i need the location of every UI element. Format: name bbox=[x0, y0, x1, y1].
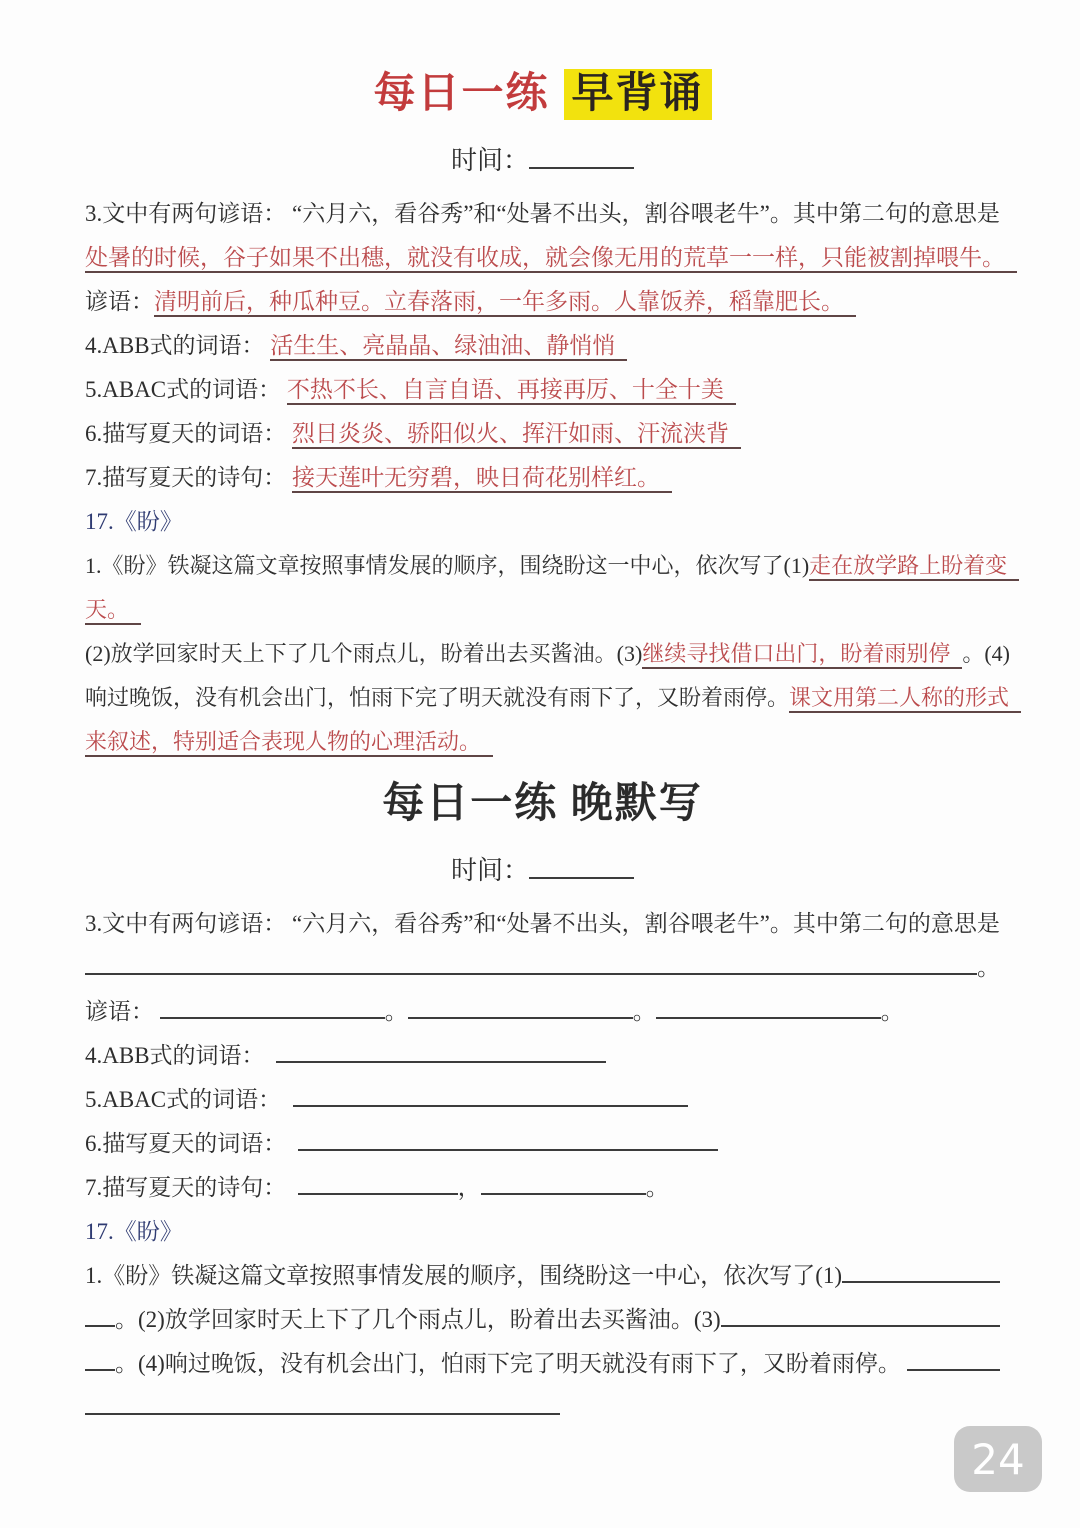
evening-q3-answer-blank bbox=[85, 952, 977, 975]
evening-q7-line bbox=[85, 1166, 1000, 1210]
evening-q5-line bbox=[85, 1078, 1000, 1122]
evening-q3-period: 。 bbox=[977, 955, 1000, 980]
evening-pan-l2-stub-blank bbox=[85, 1304, 115, 1327]
morning-q6-answer: 烈日炎炎、骄阳似火、挥汗如雨、汗流浃背 bbox=[292, 421, 741, 449]
evening-pan-l3-stub-period: 。 bbox=[115, 1351, 138, 1376]
morning-title-main: 每日一练 bbox=[373, 71, 550, 117]
evening-q7-label: 7.描写夏天的诗句： bbox=[85, 1175, 287, 1200]
evening-q3-answer-line bbox=[85, 946, 1000, 990]
morning-pan-line-1 bbox=[85, 544, 1008, 588]
morning-pan-l3-tail: 。(4) bbox=[962, 641, 1010, 666]
morning-pan-line-2 bbox=[85, 588, 1000, 632]
evening-pan-l2-text: (2)放学回家时天上下了几个雨点儿，盼着出去买酱油。(3) bbox=[138, 1307, 721, 1332]
evening-pan-l3-text: (4)响过晚饭，没有机会出门，怕雨下完了明天就没有雨下了，又盼着雨停。 bbox=[138, 1351, 901, 1376]
evening-q3-prompt-line bbox=[85, 902, 1000, 946]
morning-q5-line bbox=[85, 368, 1000, 412]
morning-pan-l1-red: 走在放学路上盼着变 bbox=[809, 553, 1019, 581]
morning-time-row bbox=[85, 142, 1000, 180]
evening-proverb-line bbox=[85, 990, 1000, 1034]
morning-time-label: 时间： bbox=[450, 146, 529, 175]
page-number-badge: 24 bbox=[954, 1426, 1042, 1492]
morning-q6-label: 6.描写夏天的词语： bbox=[85, 421, 287, 446]
morning-q7-answer: 接天莲叶无穷碧，映日荷花别样红。 bbox=[292, 465, 672, 493]
evening-proverb-period-2: 。 bbox=[632, 999, 656, 1024]
morning-q4-line bbox=[85, 324, 1000, 368]
evening-q4-blank bbox=[276, 1040, 606, 1063]
evening-q5-label: 5.ABAC式的词语： bbox=[85, 1087, 282, 1112]
morning-pan-line-4 bbox=[85, 676, 1010, 720]
morning-q3-prompt: 3.文中有两句谚语： “六月六，看谷秀”和“处暑不出头，割谷喂老牛”。其中第二句的意思是 bbox=[85, 201, 1000, 226]
morning-pan-line-3 bbox=[85, 632, 1010, 676]
evening-time-blank bbox=[529, 854, 634, 879]
morning-q4-label: 4.ABB式的词语： bbox=[85, 333, 265, 358]
evening-proverb-blank-1 bbox=[160, 996, 385, 1019]
evening-proverb-period-3: 。 bbox=[880, 999, 904, 1024]
morning-q4-answer: 活生生、亮晶晶、绿油油、静悄悄 bbox=[270, 333, 627, 361]
morning-q6-line bbox=[85, 412, 1000, 456]
evening-time-label: 时间： bbox=[450, 856, 529, 885]
morning-q3-answer-line bbox=[85, 236, 1005, 280]
evening-pan-l3-stub-blank bbox=[85, 1348, 115, 1371]
evening-pan-line-4 bbox=[85, 1386, 1000, 1430]
evening-final-blank bbox=[85, 1392, 560, 1415]
evening-q4-line bbox=[85, 1034, 1000, 1078]
morning-q17-heading: 17.《盼》 bbox=[85, 509, 183, 534]
evening-q6-blank bbox=[298, 1128, 718, 1151]
morning-proverb-label: 谚语： bbox=[85, 289, 154, 314]
evening-proverb-blank-2 bbox=[408, 996, 633, 1019]
morning-pan-l1-black: 1.《盼》铁凝这篇文章按照事情发展的顺序，围绕盼这一中心，依次写了(1) bbox=[85, 553, 810, 578]
evening-q3-prompt: 3.文中有两句谚语： “六月六，看谷秀”和“处暑不出头，割谷喂老牛”。其中第二句的意思是 bbox=[85, 911, 1000, 936]
evening-pan-line-2 bbox=[85, 1298, 1000, 1342]
morning-proverb-line bbox=[85, 280, 1000, 324]
evening-q4-label: 4.ABB式的词语： bbox=[85, 1043, 265, 1068]
evening-q6-line bbox=[85, 1122, 1000, 1166]
evening-pan-l1-blank bbox=[842, 1260, 1000, 1283]
evening-pan-l2-stub-period: 。 bbox=[115, 1307, 138, 1332]
evening-time-row bbox=[85, 852, 1000, 890]
evening-q17-heading: 17.《盼》 bbox=[85, 1219, 183, 1244]
morning-pan-l3-red: 继续寻找借口出门，盼着雨别停 bbox=[642, 641, 962, 669]
morning-pan-l5-red: 来叙述，特别适合表现人物的心理活动。 bbox=[85, 729, 493, 757]
morning-pan-l4-black: 响过晚饭，没有机会出门，怕雨下完了明天就没有雨下了，又盼着雨停。 bbox=[85, 685, 790, 710]
morning-q3-prompt-line bbox=[85, 192, 1000, 236]
morning-q7-line bbox=[85, 456, 1000, 500]
evening-title: 每日一练 晚默写 bbox=[382, 781, 703, 827]
evening-pan-l2-blank bbox=[721, 1304, 1000, 1327]
morning-section bbox=[85, 192, 1010, 764]
morning-pan-l2-red: 天。 bbox=[85, 597, 141, 625]
morning-title-highlight: 早背诵 bbox=[564, 69, 712, 120]
evening-q7-blank-1 bbox=[298, 1172, 458, 1195]
morning-time-blank bbox=[529, 144, 634, 169]
evening-proverb-blank-3 bbox=[656, 996, 881, 1019]
evening-q6-label: 6.描写夏天的词语： bbox=[85, 1131, 287, 1156]
morning-q5-answer: 不热不长、自言自语、再接再厉、十全十美 bbox=[287, 377, 736, 405]
evening-pan-line-3 bbox=[85, 1342, 1000, 1386]
morning-proverb-answer: 清明前后，种瓜种豆。立春落雨，一年多雨。人靠饭养，稻靠肥长。 bbox=[154, 289, 856, 317]
evening-q7-period: 。 bbox=[645, 1175, 669, 1200]
morning-q5-label: 5.ABAC式的词语： bbox=[85, 377, 282, 402]
morning-pan-l3-black: (2)放学回家时天上下了几个雨点儿，盼着出去买酱油。(3) bbox=[85, 641, 643, 666]
evening-q5-blank bbox=[293, 1084, 688, 1107]
evening-pan-l3-blank bbox=[907, 1348, 1000, 1371]
morning-pan-l4-red: 课文用第二人称的形式 bbox=[789, 685, 1021, 713]
evening-pan-l1-text: 1.《盼》铁凝这篇文章按照事情发展的顺序，围绕盼这一中心，依次写了(1) bbox=[85, 1263, 843, 1288]
evening-section bbox=[85, 902, 1000, 1430]
evening-pan-line-1 bbox=[85, 1254, 1000, 1298]
evening-proverb-label: 谚语： bbox=[85, 999, 154, 1024]
morning-pan-line-5 bbox=[85, 720, 1000, 764]
evening-q7-blank-2 bbox=[481, 1172, 646, 1195]
morning-q7-label: 7.描写夏天的诗句： bbox=[85, 465, 287, 490]
morning-title bbox=[85, 64, 1000, 124]
evening-proverb-period-1: 。 bbox=[384, 999, 408, 1024]
evening-q7-comma: ， bbox=[457, 1175, 481, 1200]
morning-q3-answer: 处暑的时候，谷子如果不出穗，就没有收成，就会像无用的荒草一一样，只能被割掉喂牛。 bbox=[85, 245, 1017, 273]
